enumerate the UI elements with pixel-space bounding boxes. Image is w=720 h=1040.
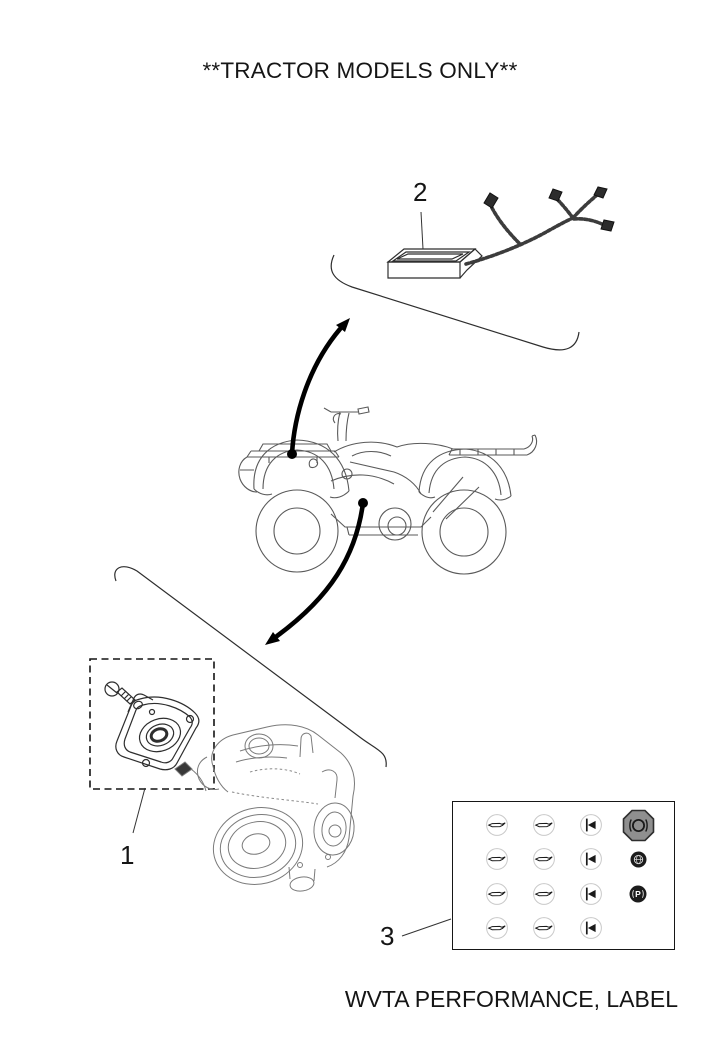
- globe-badge-icon: [615, 842, 662, 876]
- callout-arrow-2: [287, 318, 350, 459]
- empty-cell: [615, 911, 662, 945]
- footer-caption: WVTA PERFORMANCE, LABEL: [344, 986, 678, 1012]
- atv-figure: [239, 407, 537, 574]
- callout-arrow-1: [265, 498, 368, 645]
- performance-label-grid: [453, 802, 674, 949]
- carburetor-figure: [175, 725, 357, 894]
- wire-harness: [466, 187, 614, 264]
- front-wheel: [256, 490, 338, 572]
- part-number-3: 3: [380, 921, 395, 951]
- dashed-callout-box: [90, 659, 214, 789]
- lever-circle-icon: [520, 877, 567, 911]
- leader-line-1: [133, 788, 145, 833]
- section-divider-top: [331, 255, 579, 350]
- flag-circle-icon: [568, 911, 615, 945]
- lever-circle-icon: [520, 842, 567, 876]
- lever-circle-icon: [473, 877, 520, 911]
- stop-octagon-icon: [615, 808, 662, 842]
- lever-circle-icon: [473, 808, 520, 842]
- lever-circle-icon: [520, 808, 567, 842]
- screw: [105, 682, 135, 704]
- flag-circle-icon: [568, 842, 615, 876]
- connector-icon: [484, 193, 498, 208]
- lever-circle-icon: [473, 911, 520, 945]
- page-title: **TRACTOR MODELS ONLY**: [202, 58, 518, 83]
- part-number-2: 2: [413, 177, 428, 207]
- choke-pin: [175, 762, 192, 776]
- leader-line-3: [402, 919, 451, 936]
- leader-line-2: [421, 212, 423, 249]
- flag-circle-icon: [568, 808, 615, 842]
- lever-circle-icon: [473, 842, 520, 876]
- connector-icon: [549, 189, 562, 201]
- lever-circle-icon: [520, 911, 567, 945]
- parking-badge-icon: [615, 877, 662, 911]
- cover-plate-figure: [105, 682, 199, 770]
- svg-text:P: P: [635, 888, 642, 899]
- part-number-1: 1: [120, 840, 135, 870]
- flag-circle-icon: [568, 877, 615, 911]
- connector-icon: [601, 220, 614, 231]
- performance-label-box: [452, 801, 675, 950]
- rear-wheel: [422, 490, 506, 574]
